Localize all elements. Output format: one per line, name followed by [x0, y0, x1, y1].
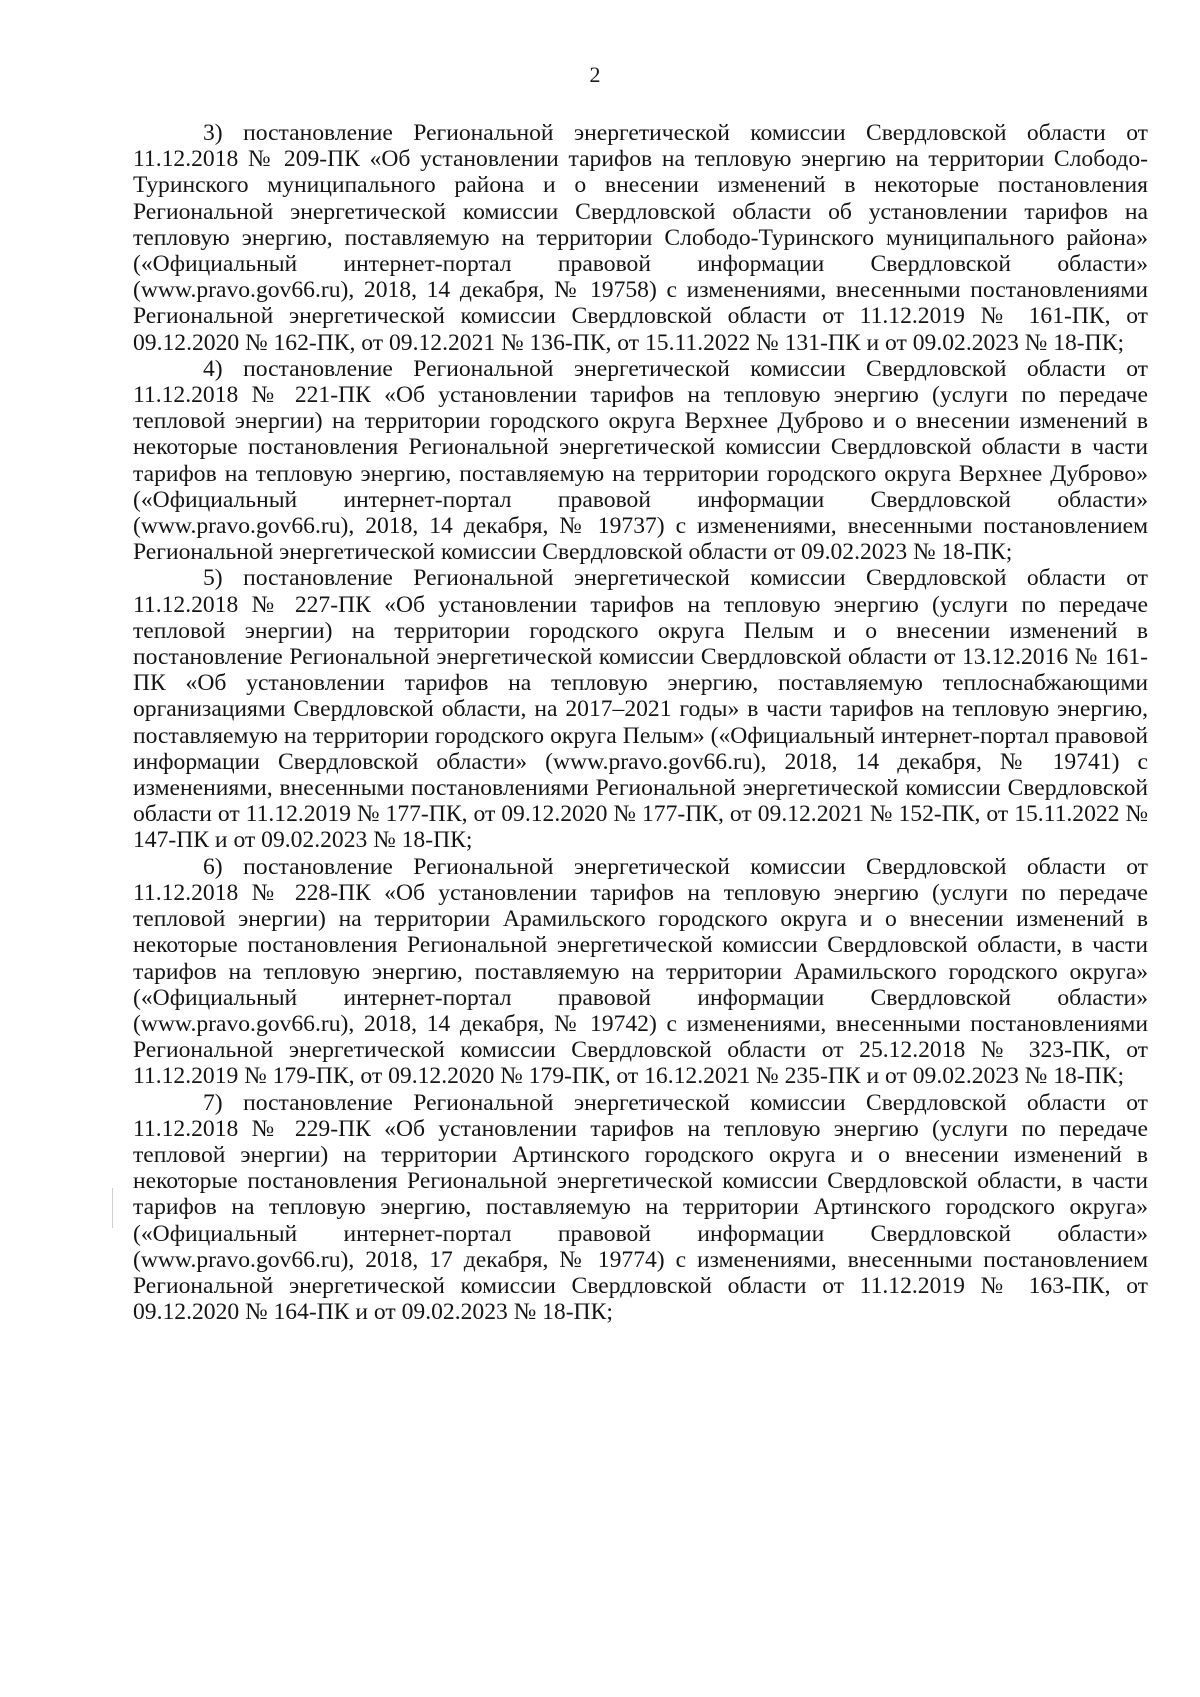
list-item-4: 4) постановление Региональной энергетической комиссии Свердловской области от 11.12.2018 № 221-ПК «Об установлении тарифов на тепловую энергию (услуги по передаче тепловой энергии) на территории городского округа Верхнее Дуброво и о внесении изменений в некоторые постановления Региональной энергетической комиссии Свердловской области в части тарифов на тепловую энергию, поставляемую на территории городского округа Верхнее Дуброво» («Официальный интернет-портал правовой информации Свердловской области» (www.pravo.gov66.ru), 2018, 14 декабря, № 19737) с изменениями, внесенными постановлением Региональной энергетической комиссии Свердловской области от 09.02.2023 № 18-ПК; [133, 355, 1148, 566]
scan-margin-mark [112, 1188, 113, 1228]
document-body [133, 120, 1148, 1325]
list-item-5: 5) постановление Региональной энергетической комиссии Свердловской области от 11.12.2018 № 227-ПК «Об установлении тарифов на тепловую энергию (услуги по передаче тепловой энергии) на территории городского округа Пелым и о внесении изменений в постановление Региональной энергетической комиссии Свердловской области от 13.12.2016 № 161-ПК «Об установлении тарифов на тепловую энергию, поставляемую теплоснабжающими организациями Свердловской области, на 2017–2021 годы» в части тарифов на тепловую энергию, поставляемую на территории городского округа Пелым» («Официальный интернет-портал правовой информации Свердловской области» (www.pravo.gov66.ru), 2018, 14 декабря, № 19741) с изменениями, внесенными постановлениями Региональной энергетической комиссии Свердловской области от 11.12.2019 № 177-ПК, от 09.12.2020 № 177-ПК, от 09.12.2021 № 152-ПК, от 15.11.2022 № 147-ПК и от 09.02.2023 № 18-ПК; [133, 565, 1148, 854]
list-item-6: 6) постановление Региональной энергетической комиссии Свердловской области от 11.12.2018 № 228-ПК «Об установлении тарифов на тепловую энергию (услуги по передаче тепловой энергии) на территории Арамильского городского округа и о внесении изменений в некоторые постановления Региональной энергетической комиссии Свердловской области, в части тарифов на тепловую энергию, поставляемую на территории Арамильского городского округа» («Официальный интернет-портал правовой информации Свердловской области» (www.pravo.gov66.ru), 2018, 14 декабря, № 19742) с изменениями, внесенными постановлениями Региональной энергетической комиссии Свердловской области от 25.12.2018 № 323-ПК, от 11.12.2019 № 179-ПК, от 09.12.2020 № 179-ПК, от 16.12.2021 № 235-ПК и от 09.02.2023 № 18-ПК; [133, 853, 1148, 1090]
list-item-7: 7) постановление Региональной энергетической комиссии Свердловской области от 11.12.2018 № 229-ПК «Об установлении тарифов на тепловую энергию (услуги по передаче тепловой энергии) на территории Артинского городского округа и о внесении изменений в некоторые постановления Региональной энергетической комиссии Свердловской области, в части тарифов на тепловую энергию, поставляемую на территории Артинского городского округа» («Официальный интернет-портал правовой информации Свердловской области» (www.pravo.gov66.ru), 2018, 17 декабря, № 19774) с изменениями, внесенными постановлением Региональной энергетической комиссии Свердловской области от 11.12.2019 № 163-ПК, от 09.12.2020 № 164-ПК и от 09.02.2023 № 18-ПК; [133, 1089, 1148, 1326]
list-item-3: 3) постановление Региональной энергетической комиссии Свердловской области от 11.12.2018 № 209-ПК «Об установлении тарифов на тепловую энергию на территории Слободо-Туринского муниципального района и о внесении изменений в некоторые постановления Региональной энергетической комиссии Свердловской области об установлении тарифов на тепловую энергию, поставляемую на территории Слободо-Туринского муниципального района» («Официальный интернет-портал правовой информации Свердловской области» (www.pravo.gov66.ru), 2018, 14 декабря, № 19758) с изменениями, внесенными постановлениями Региональной энергетической комиссии Свердловской области от 11.12.2019 № 161-ПК, от 09.12.2020 № 162-ПК, от 09.12.2021 № 136-ПК, от 15.11.2022 № 131-ПК и от 09.02.2023 № 18-ПК; [133, 120, 1148, 356]
page-number: 2 [589, 62, 601, 87]
